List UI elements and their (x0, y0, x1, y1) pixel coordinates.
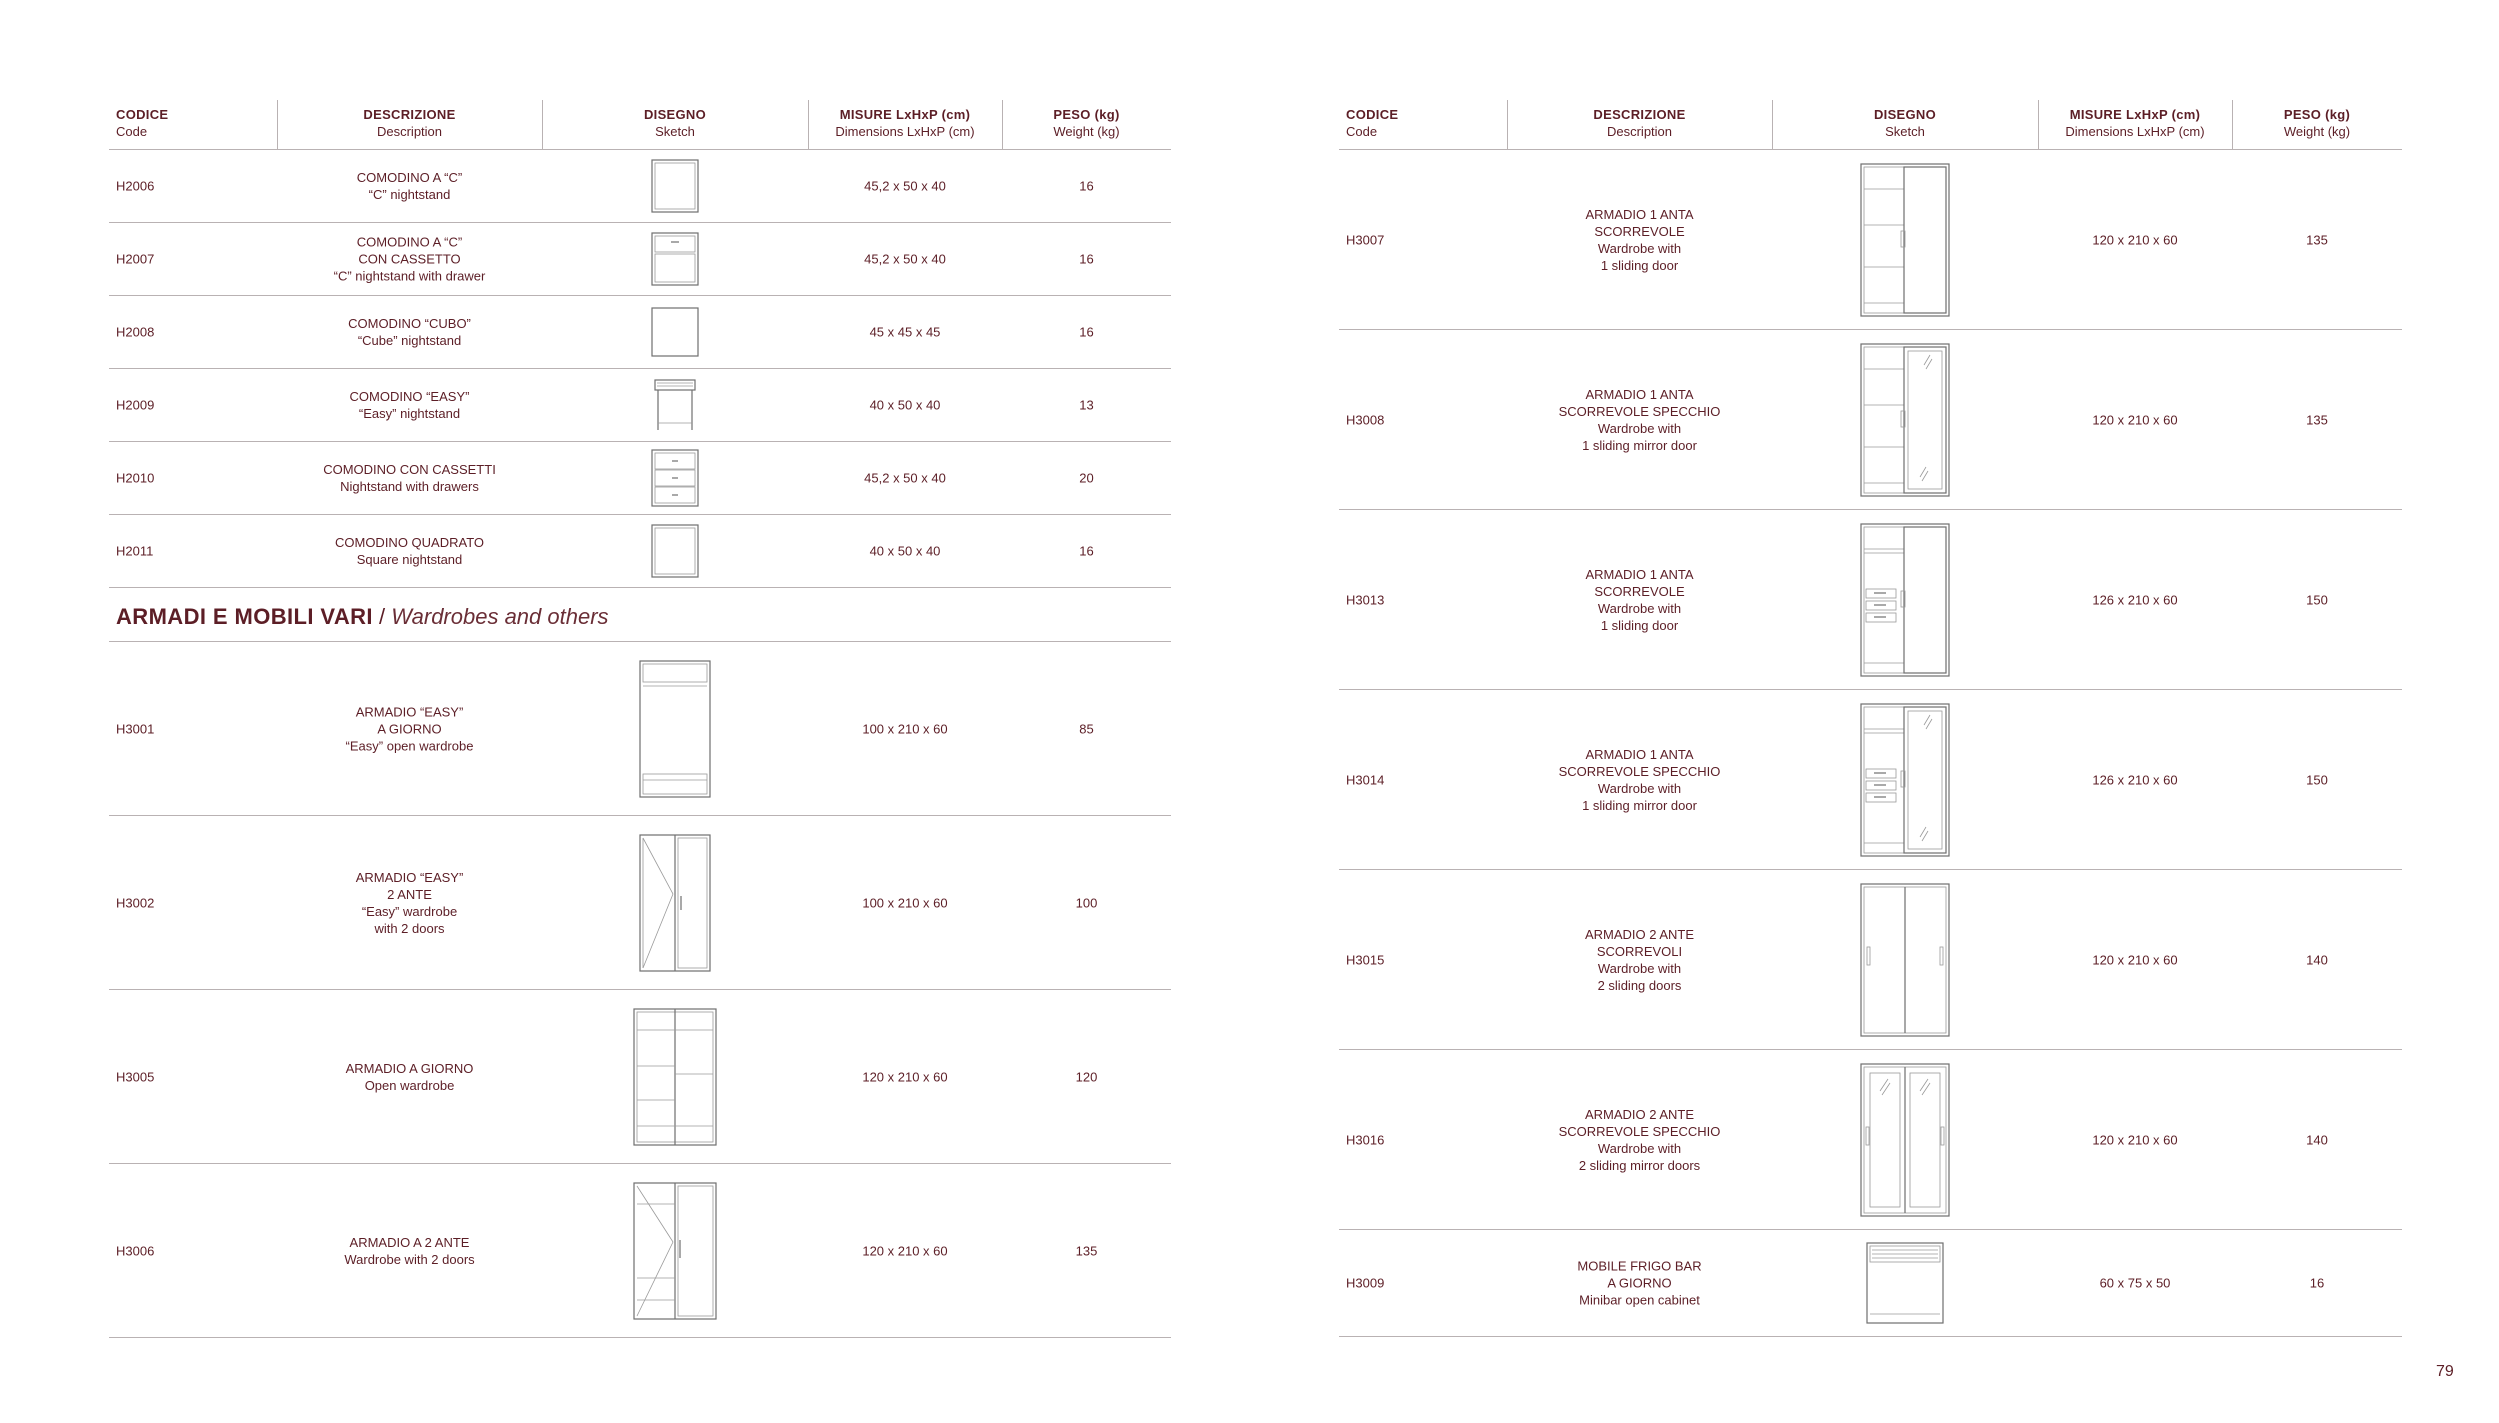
nightstand-square-icon (651, 524, 699, 578)
table-row (1339, 1050, 2402, 1230)
description-line: SCORREVOLE (1594, 583, 1685, 599)
description-line: “C” nightstand with drawer (333, 268, 486, 284)
table-row (1339, 330, 2402, 510)
minibar-cabinet-icon (1866, 1242, 1944, 1324)
product-code: H2006 (116, 178, 155, 194)
product-description (1507, 566, 1772, 634)
product-description (277, 703, 542, 754)
wardrobe-2-sliding-mirror-icon (1860, 1063, 1950, 1217)
description-line: Wardrobe with (1597, 1140, 1682, 1156)
product-code: H3007 (1346, 232, 1385, 247)
product-description (277, 869, 542, 937)
product-weight: 13 (1079, 397, 1094, 413)
product-description (277, 1060, 542, 1094)
wardrobe-easy-open-icon (639, 660, 711, 798)
header-description: DESCRIZIONE Description (363, 107, 456, 139)
nightstand-drawer-icon (651, 232, 699, 286)
product-code: H2009 (116, 397, 155, 413)
description-line: 1 sliding door (1600, 257, 1679, 273)
description-line: SCORREVOLE SPECCHIO (1558, 763, 1721, 779)
wardrobe-easy-2doors-icon (639, 834, 711, 972)
description-line: CON CASSETTO (358, 251, 461, 267)
header-weight: PESO (kg) Weight (kg) (1053, 107, 1120, 139)
product-dimensions: 120 x 210 x 60 (2092, 412, 2178, 427)
table-row (1339, 510, 2402, 690)
product-dimensions: 120 x 210 x 60 (2092, 952, 2178, 967)
product-code: H3006 (116, 1243, 155, 1258)
product-weight: 16 (2309, 1275, 2325, 1291)
description-line: with 2 doors (374, 920, 445, 936)
description-line: “Easy” open wardrobe (345, 738, 474, 753)
product-description (277, 388, 542, 422)
description-line: 1 sliding door (1600, 617, 1679, 633)
description-line: SCORREVOLE SPECCHIO (1558, 403, 1721, 419)
product-code: H3008 (1346, 412, 1385, 427)
header-code: CODICE Code (116, 107, 169, 139)
product-code: H2008 (116, 324, 155, 340)
description-line: COMODINO “EASY” (349, 389, 470, 404)
product-weight: 16 (1079, 178, 1094, 194)
description-line: ARMADIO 1 ANTA (1585, 206, 1694, 222)
header-code: CODICE Code (1346, 107, 1399, 139)
product-weight: 150 (2306, 592, 2328, 607)
wardrobe-2-sliding-icon (1860, 883, 1950, 1037)
product-weight: 16 (1079, 543, 1094, 559)
header-description: DESCRIZIONE Description (1593, 107, 1686, 139)
description-line: Nightstand with drawers (340, 479, 479, 494)
description-line: ARMADIO 1 ANTA (1585, 566, 1694, 582)
product-weight: 135 (1075, 1243, 1098, 1258)
wardrobe-2doors-icon (633, 1182, 717, 1320)
description-line: ARMADIO 1 ANTA (1585, 746, 1694, 762)
product-dimensions: 100 x 210 x 60 (862, 895, 948, 910)
product-weight: 16 (1079, 324, 1094, 340)
product-dimensions: 120 x 210 x 60 (862, 1069, 948, 1084)
product-code: H3014 (1346, 772, 1385, 787)
product-weight: 85 (1079, 721, 1094, 736)
description-line: ARMADIO 2 ANTE (1584, 926, 1695, 942)
description-line: ARMADIO 1 ANTA (1585, 386, 1694, 402)
description-line: COMODINO CON CASSETTI (323, 462, 496, 477)
description-line: 1 sliding mirror door (1582, 437, 1697, 453)
product-code: H2011 (116, 543, 154, 559)
product-weight: 120 (1075, 1069, 1098, 1084)
product-dimensions: 60 x 75 x 50 (2099, 1275, 2171, 1291)
description-line: SCORREVOLI (1596, 943, 1683, 959)
header-sketch: DISEGNO Sketch (643, 107, 707, 139)
description-line: 2 ANTE (387, 886, 432, 902)
description-line: Wardrobe with (1597, 780, 1682, 796)
product-dimensions: 120 x 210 x 60 (2092, 1132, 2178, 1147)
wardrobe-open-icon (633, 1008, 717, 1146)
product-description (1507, 746, 1772, 814)
description-line: MOBILE FRIGO BAR (1577, 1258, 1702, 1274)
product-description (1507, 926, 1772, 994)
description-line: “C” nightstand (368, 187, 451, 202)
table-row (109, 642, 1171, 816)
product-weight: 135 (2306, 232, 2328, 247)
left-table (109, 100, 1171, 1338)
table-row (109, 223, 1171, 296)
page-number: 79 (2436, 1363, 2454, 1380)
wardrobe-1-sliding-drawers-icon (1860, 523, 1950, 677)
product-dimensions: 126 x 210 x 60 (2092, 592, 2178, 607)
header-sketch: DISEGNO Sketch (1873, 107, 1937, 139)
right-table (1339, 100, 2402, 1337)
product-code: H3002 (116, 895, 155, 910)
description-line: COMODINO A “C” (356, 170, 463, 185)
product-code: H3001 (116, 721, 155, 736)
description-line: SCORREVOLE (1594, 223, 1685, 239)
description-line: Minibar open cabinet (1579, 1292, 1700, 1308)
table-row (1339, 870, 2402, 1050)
product-dimensions: 45 x 45 x 45 (869, 324, 941, 340)
product-dimensions: 45,2 x 50 x 40 (864, 470, 946, 486)
product-weight: 150 (2306, 772, 2328, 787)
wardrobe-1-sliding-mirror-drawers-icon (1860, 703, 1950, 857)
product-code: H3013 (1346, 592, 1385, 607)
product-dimensions: 40 x 50 x 40 (869, 543, 941, 559)
product-code: H2007 (116, 251, 155, 267)
product-code: H2010 (116, 470, 155, 486)
product-description (277, 1234, 542, 1268)
header-weight: PESO (kg) Weight (kg) (2283, 107, 2351, 139)
description-line: A GIORNO (377, 721, 442, 736)
nightstand-c-icon (651, 159, 699, 213)
table-header (109, 100, 1171, 150)
description-line: “Easy” wardrobe (361, 903, 458, 919)
description-line: “Cube” nightstand (357, 333, 462, 348)
product-code: H3005 (116, 1069, 155, 1084)
table-header (1339, 100, 2402, 150)
table-row (1339, 150, 2402, 330)
product-description (1507, 1106, 1772, 1174)
wardrobe-1-sliding-icon (1860, 163, 1950, 317)
table-row (1339, 1230, 2402, 1337)
description-line: SCORREVOLE SPECCHIO (1558, 1123, 1721, 1139)
product-description (1507, 1258, 1772, 1309)
table-row (109, 816, 1171, 990)
description-line: “Easy” nightstand (358, 406, 461, 421)
description-line: 2 sliding doors (1597, 977, 1682, 993)
product-dimensions: 120 x 210 x 60 (862, 1243, 948, 1258)
product-dimensions: 45,2 x 50 x 40 (864, 251, 946, 267)
header-measures: MISURE LxHxP (cm) Dimensions LxHxP (cm) (835, 107, 975, 139)
table-row (109, 1164, 1171, 1338)
product-dimensions: 40 x 50 x 40 (869, 397, 941, 413)
product-weight: 140 (2306, 1132, 2328, 1147)
product-weight: 100 (1075, 895, 1098, 910)
product-weight: 140 (2306, 952, 2328, 967)
product-description (277, 534, 542, 568)
product-description (277, 169, 542, 203)
table-row (109, 150, 1171, 223)
product-description (277, 461, 542, 495)
description-line: COMODINO “CUBO” (348, 316, 471, 331)
description-line: COMODINO QUADRATO (334, 535, 485, 550)
description-line: 2 sliding mirror doors (1578, 1157, 1701, 1173)
section-title: ARMADI E MOBILI VARI / Wardrobes and others (109, 588, 1171, 642)
product-code: H3009 (1346, 1275, 1385, 1291)
wardrobe-1-sliding-mirror-icon (1860, 343, 1950, 497)
nightstand-drawers-icon (651, 449, 699, 507)
product-dimensions: 100 x 210 x 60 (862, 721, 948, 736)
description-line: ARMADIO “EASY” (355, 869, 464, 885)
product-description (277, 234, 542, 285)
table-row (109, 442, 1171, 515)
description-line: Wardrobe with (1597, 420, 1682, 436)
product-code: H3016 (1346, 1132, 1385, 1147)
product-description (1507, 386, 1772, 454)
description-line: Square nightstand (356, 552, 463, 567)
product-dimensions: 45,2 x 50 x 40 (864, 178, 946, 194)
description-line: ARMADIO A GIORNO (345, 1060, 474, 1076)
product-weight: 20 (1079, 470, 1094, 486)
description-line: ARMADIO A 2 ANTE (349, 1234, 470, 1250)
product-code: H3015 (1346, 952, 1385, 967)
description-line: Open wardrobe (364, 1077, 455, 1093)
table-row (109, 515, 1171, 588)
nightstand-cube-icon (651, 307, 699, 357)
description-line: Wardrobe with 2 doors (344, 1251, 475, 1267)
description-line: 1 sliding mirror door (1582, 797, 1697, 813)
nightstand-easy-icon (654, 379, 696, 431)
description-line: COMODINO A “C” (356, 234, 463, 250)
product-dimensions: 126 x 210 x 60 (2092, 772, 2178, 787)
table-row (1339, 690, 2402, 870)
product-weight: 16 (1079, 251, 1094, 267)
description-line: ARMADIO 2 ANTE (1584, 1106, 1695, 1122)
header-measures: MISURE LxHxP (cm) Dimensions LxHxP (cm) (2065, 107, 2205, 139)
product-weight: 135 (2306, 412, 2328, 427)
description-line: ARMADIO “EASY” (355, 704, 464, 719)
product-dimensions: 120 x 210 x 60 (2092, 232, 2178, 247)
description-line: Wardrobe with (1597, 600, 1682, 616)
table-row (109, 296, 1171, 369)
product-description (1507, 206, 1772, 274)
description-line: Wardrobe with (1597, 240, 1682, 256)
table-row (109, 369, 1171, 442)
description-line: A GIORNO (1607, 1275, 1672, 1291)
description-line: Wardrobe with (1597, 960, 1682, 976)
table-row (109, 990, 1171, 1164)
product-description (277, 315, 542, 349)
